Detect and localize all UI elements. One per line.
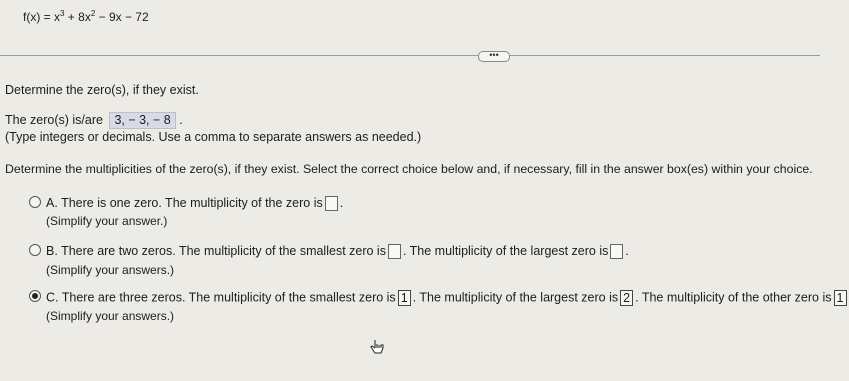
zeros-answer-field[interactable]: 3, − 3, − 8 — [109, 112, 175, 129]
choice-c-text: C. There are three zeros. The multiplicity of the smallest zero is 1 . The multiplicity of the largest zero is 2 . The multiplicity of the other zero is 1 — [46, 290, 849, 306]
choice-c-other-field[interactable]: 1 — [834, 290, 847, 306]
expand-more-button[interactable]: ••• — [478, 51, 510, 62]
zeros-prompt: Determine the zero(s), if they exist. — [5, 83, 199, 97]
choice-a-hint: (Simplify your answer.) — [46, 214, 168, 228]
zeros-hint: (Type integers or decimals. Use a comma to separate answers as needed.) — [5, 130, 422, 144]
choice-a-radio[interactable] — [29, 196, 41, 208]
choice-c-hint: (Simplify your answers.) — [46, 309, 175, 323]
choice-c-largest-field[interactable]: 2 — [620, 290, 633, 306]
section-divider — [0, 55, 820, 56]
hand-cursor-icon — [370, 339, 384, 355]
choice-b-radio[interactable] — [29, 244, 41, 256]
choice-c-smallest-field[interactable]: 1 — [398, 290, 411, 306]
choice-b-largest-field[interactable] — [610, 244, 623, 259]
choice-a-multiplicity-field[interactable] — [325, 196, 338, 211]
choice-c-radio[interactable] — [29, 290, 41, 302]
multiplicities-prompt: Determine the multiplicities of the zero(s), if they exist. Select the correct choice below and, if necessary, fill in the answer box(es) within your choice. — [5, 162, 813, 176]
function-definition: $f(x) = x^3 + 8x^2 - 9x - 72$ — [23, 9, 149, 24]
zeros-answer-line: The zero(s) is/are 3, − 3, − 8 . — [5, 113, 183, 127]
choice-b-hint: (Simplify your answers.) — [46, 263, 175, 277]
choice-a-text: A. There is one zero. The multiplicity of the zero is . — [46, 196, 344, 210]
choice-b-smallest-field[interactable] — [388, 244, 401, 259]
choice-b-text: B. There are two zeros. The multiplicity of the smallest zero is . The multiplicity of the largest zero is . — [46, 244, 629, 258]
